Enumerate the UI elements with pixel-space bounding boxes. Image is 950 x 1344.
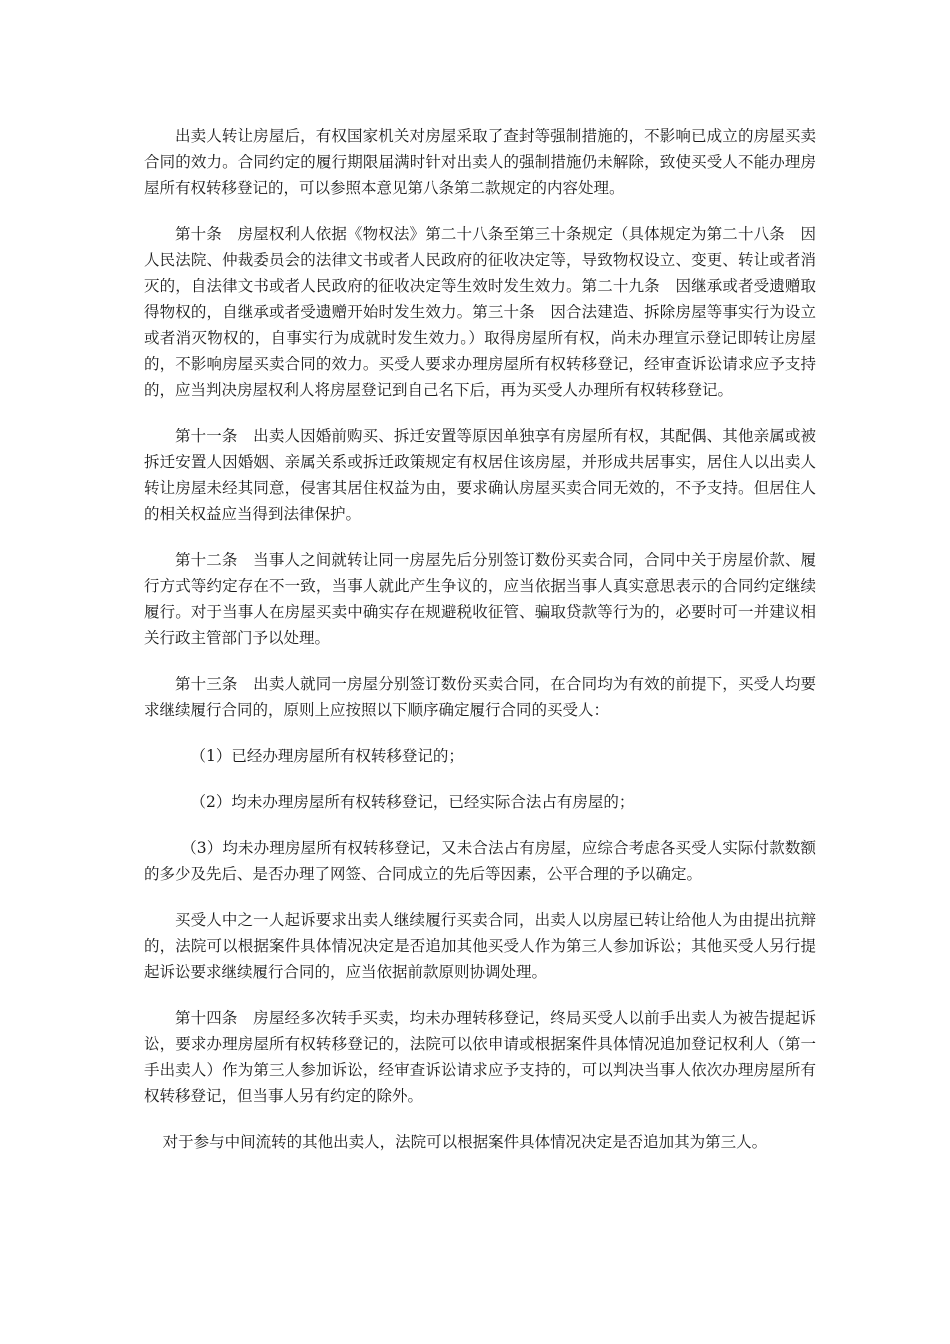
- document-page: [144, 123, 816, 1175]
- paragraph-intermediate-sellers: 对于参与中间流转的其他出卖人，法院可以根据案件具体情况决定是否追加其为第三人。: [162, 1133, 768, 1151]
- paragraph-article-13: 第十三条 出卖人就同一房屋分别签订数份买卖合同，在合同均为有效的前提下，买受人均要求继续履行合同的，原则上应按照以下顺序确定履行合同的买受人：: [144, 675, 816, 719]
- paragraph-seller-transfer-seizure: 出卖人转让房屋后，有权国家机关对房屋采取了查封等强制措施的，不影响已成立的房屋买卖合同的效力。合同约定的履行期限届满时针对出卖人的强制措施仍未解除，致使买受人不能办理房屋所有权转移登记的，可以参照本意见第八条第二款规定的内容处理。: [144, 127, 816, 197]
- paragraph-article-10: 第十条 房屋权利人依据《物权法》第二十八条至第三十条规定（具体规定为第二十八条 因人民法院、仲裁委员会的法律文书或者人民政府的征收决定等，导致物权设立、变更、转让或者消灭的，自法律文书或者人民政府的征收决定等生效时发生效力。第二十九条 因继承或者受遗赠取得物权的，自继承或者受遗赠开始时发生效力。第三十条 因合法建造、拆除房屋等事实行为设立或者消灭物权的，自事实行为成就时发生效力。）取得房屋所有权，尚未办理宣示登记即转让房屋的，不影响房屋买卖合同的效力。买受人要求办理房屋所有权转移登记，经审查诉讼请求应予支持的，应当判决房屋权利人将房屋登记到自己名下后，再为买受人办理所有权转移登记。: [144, 225, 816, 399]
- paragraph-article-11: 第十一条 出卖人因婚前购买、拆迁安置等原因单独享有房屋所有权，其配偶、其他亲属或被拆迁安置人因婚姻、亲属关系或拆迁政策规定有权居住该房屋，并形成共居事实，居住人以出卖人转让房屋未经其同意，侵害其居住权益为由，要求确认房屋买卖合同无效的，不予支持。但居住人的相关权益应当得到法律保护。: [144, 427, 816, 523]
- paragraph-article-12: 第十二条 当事人之间就转让同一房屋先后分别签订数份买卖合同，合同中关于房屋价款、履行方式等约定存在不一致，当事人就此产生争议的，应当依据当事人真实意思表示的合同约定继续履行。对于当事人在房屋买卖中确实存在规避税收征管、骗取贷款等行为的，必要时可一并建议相关行政主管部门予以处理。: [144, 551, 816, 647]
- paragraph-article-14: 第十四条 房屋经多次转手买卖，均未办理转移登记，终局买受人以前手出卖人为被告提起诉讼，要求办理房屋所有权转移登记的，法院可以依申请或根据案件具体情况追加登记权利人（第一手出卖人）作为第三人参加诉讼，经审查诉讼请求应予支持的，可以判决当事人依次办理房屋所有权转移登记，但当事人另有约定的除外。: [144, 1009, 816, 1105]
- list-item-1: （1）已经办理房屋所有权转移登记的；: [190, 747, 464, 765]
- list-item-3: （3）均未办理房屋所有权转移登记，又未合法占有房屋，应综合考虑各买受人实际付款数额的多少及先后、是否办理了网签、合同成立的先后等因素，公平合理的予以确定。: [144, 839, 816, 883]
- list-item-2: （2）均未办理房屋所有权转移登记，已经实际合法占有房屋的；: [190, 793, 635, 811]
- paragraph-buyer-lawsuit: 买受人中之一人起诉要求出卖人继续履行买卖合同，出卖人以房屋已转让给他人为由提出抗辩的，法院可以根据案件具体情况决定是否追加其他买受人作为第三人参加诉讼；其他买受人另行提起诉讼要求继续履行合同的，应当依据前款原则协调处理。: [144, 911, 816, 981]
